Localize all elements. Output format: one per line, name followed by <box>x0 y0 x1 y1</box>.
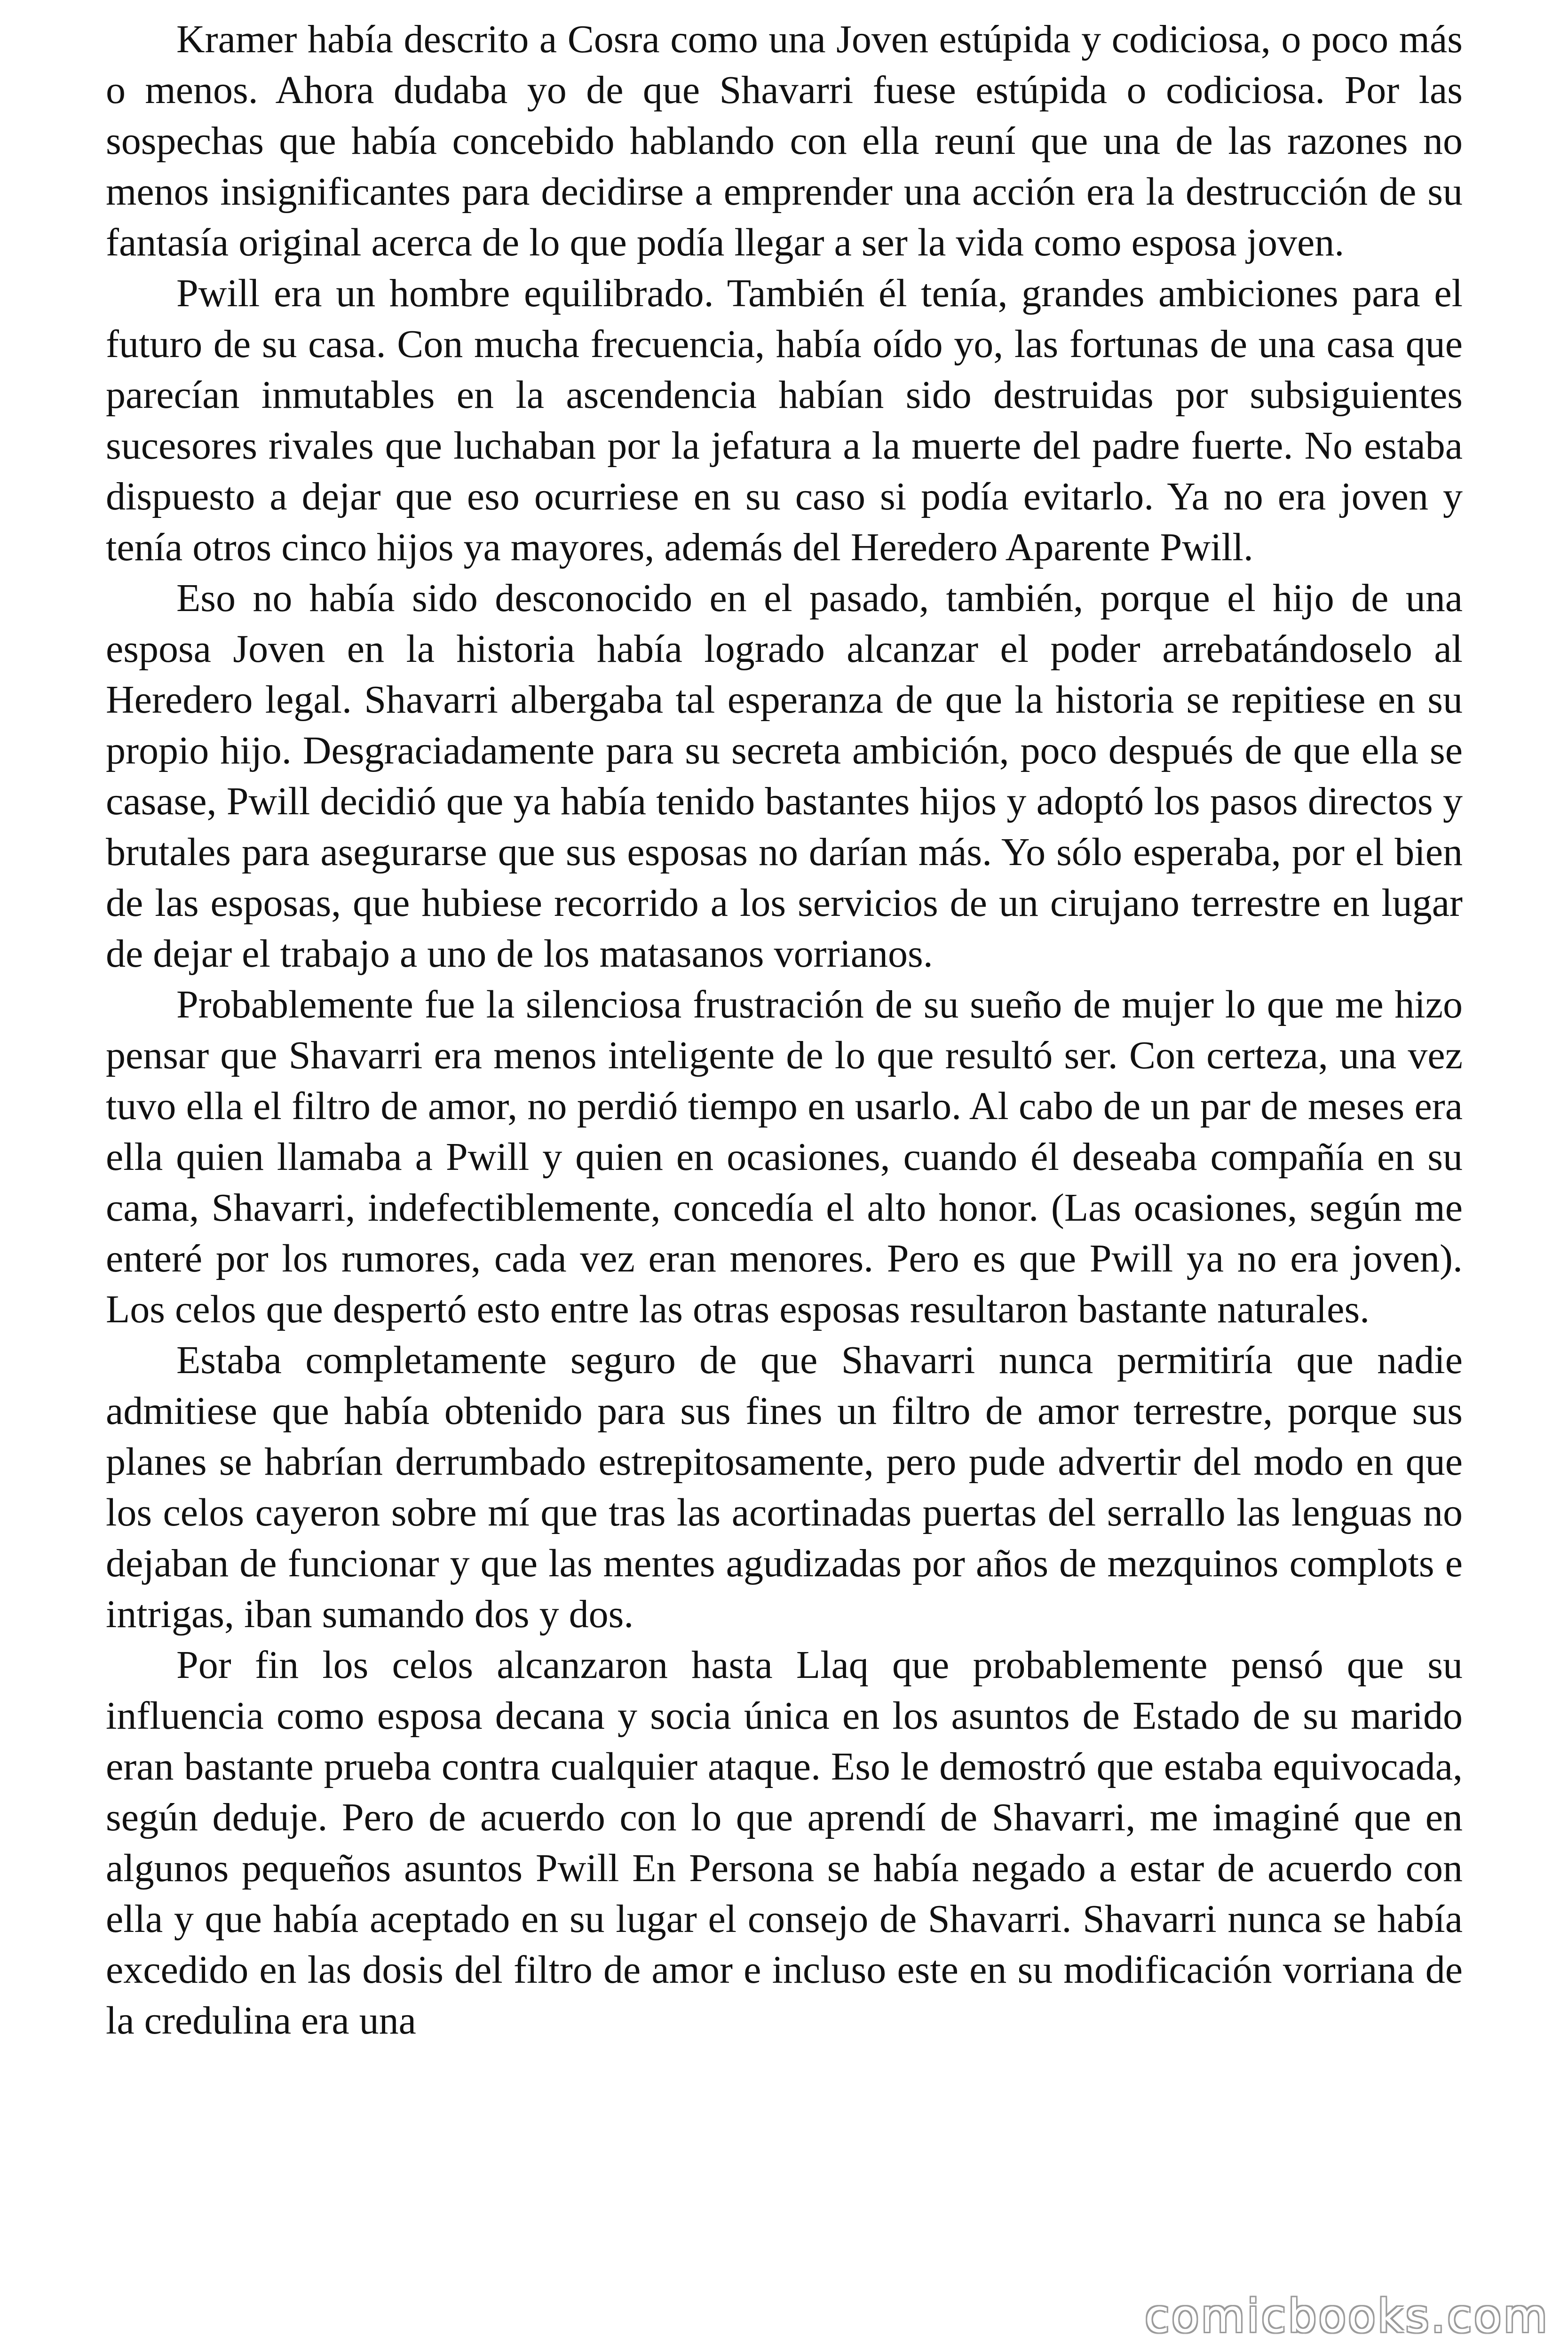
paragraph-2: Pwill era un hombre equilibrado. También él tenía, grandes ambiciones para el futuro de su casa. Con mucha frecuencia, había oído yo, las fortunas de una casa que parecían inmutables en la ascendencia habían sido destruidas por subsiguientes sucesores rivales que luchaban por la jefatura a la muerte del padre fuerte. No estaba dispuesto a dejar que eso ocurriese en su caso si podía evitarlo. Ya no era joven y tenía otros cinco hijos ya mayores, además del Heredero Aparente Pwill. <box>106 271 1463 569</box>
page-body <box>106 14 1463 2046</box>
watermark: comicbooks.com <box>1144 2290 1549 2343</box>
paragraph-6: Por fin los celos alcanzaron hasta Llaq que probablemente pensó que su influencia como esposa decana y socia única en los asuntos de Estado de su marido eran bastante prueba contra cualquier ataque. Eso le demostró que estaba equivocada, según deduje. Pero de acuerdo con lo que aprendí de Shavarri, me imaginé que en algunos pequeños asuntos Pwill En Persona se había negado a estar de acuerdo con ella y que había aceptado en su lugar el consejo de Shavarri. Shavarri nunca se había excedido en las dosis del filtro de amor e incluso este en su modificación vorriana de la credulina era una <box>106 1643 1463 2042</box>
paragraph-3: Eso no había sido desconocido en el pasado, también, porque el hijo de una esposa Joven en la historia había logrado alcanzar el poder arrebatándoselo al Heredero legal. Shavarri albergaba tal esperanza de que la historia se repitiese en su propio hijo. Desgraciadamente para su secreta ambición, poco después de que ella se casase, Pwill decidió que ya había tenido bastantes hijos y adoptó los pasos directos y brutales para asegurarse que sus esposas no darían más. Yo sólo esperaba, por el bien de las esposas, que hubiese recorrido a los servicios de un cirujano terrestre en lugar de dejar el trabajo a uno de los matasanos vorrianos. <box>106 576 1463 976</box>
paragraph-1: Kramer había descrito a Cosra como una Joven estúpida y codiciosa, o poco más o menos. Ahora dudaba yo de que Shavarri fuese estúpida o codiciosa. Por las sospechas que había concebido hablando con ella reuní que una de las razones no menos insignificantes para decidirse a emprender una acción era la destrucción de su fantasía original acerca de lo que podía llegar a ser la vida como esposa joven. <box>106 17 1463 264</box>
paragraph-5: Estaba completamente seguro de que Shavarri nunca permitiría que nadie admitiese que había obtenido para sus fines un filtro de amor terrestre, porque sus planes se habrían derrumbado estrepitosamente, pero pude advertir del modo en que los celos cayeron sobre mí que tras las acortinadas puertas del serrallo las lenguas no dejaban de funcionar y que las mentes agudizadas por años de mezquinos complots e intrigas, iban sumando dos y dos. <box>106 1338 1463 1636</box>
paragraph-4: Probablemente fue la silenciosa frustración de su sueño de mujer lo que me hizo pensar que Shavarri era menos inteligente de lo que resultó ser. Con certeza, una vez tuvo ella el filtro de amor, no perdió tiempo en usarlo. Al cabo de un par de meses era ella quien llamaba a Pwill y quien en ocasiones, cuando él deseaba compañía en su cama, Shavarri, indefectiblemente, concedía el alto honor. (Las ocasiones, según me enteré por los rumores, cada vez eran menores. Pero es que Pwill ya no era joven). Los celos que despertó esto entre las otras esposas resultaron bastante naturales. <box>106 983 1463 1331</box>
